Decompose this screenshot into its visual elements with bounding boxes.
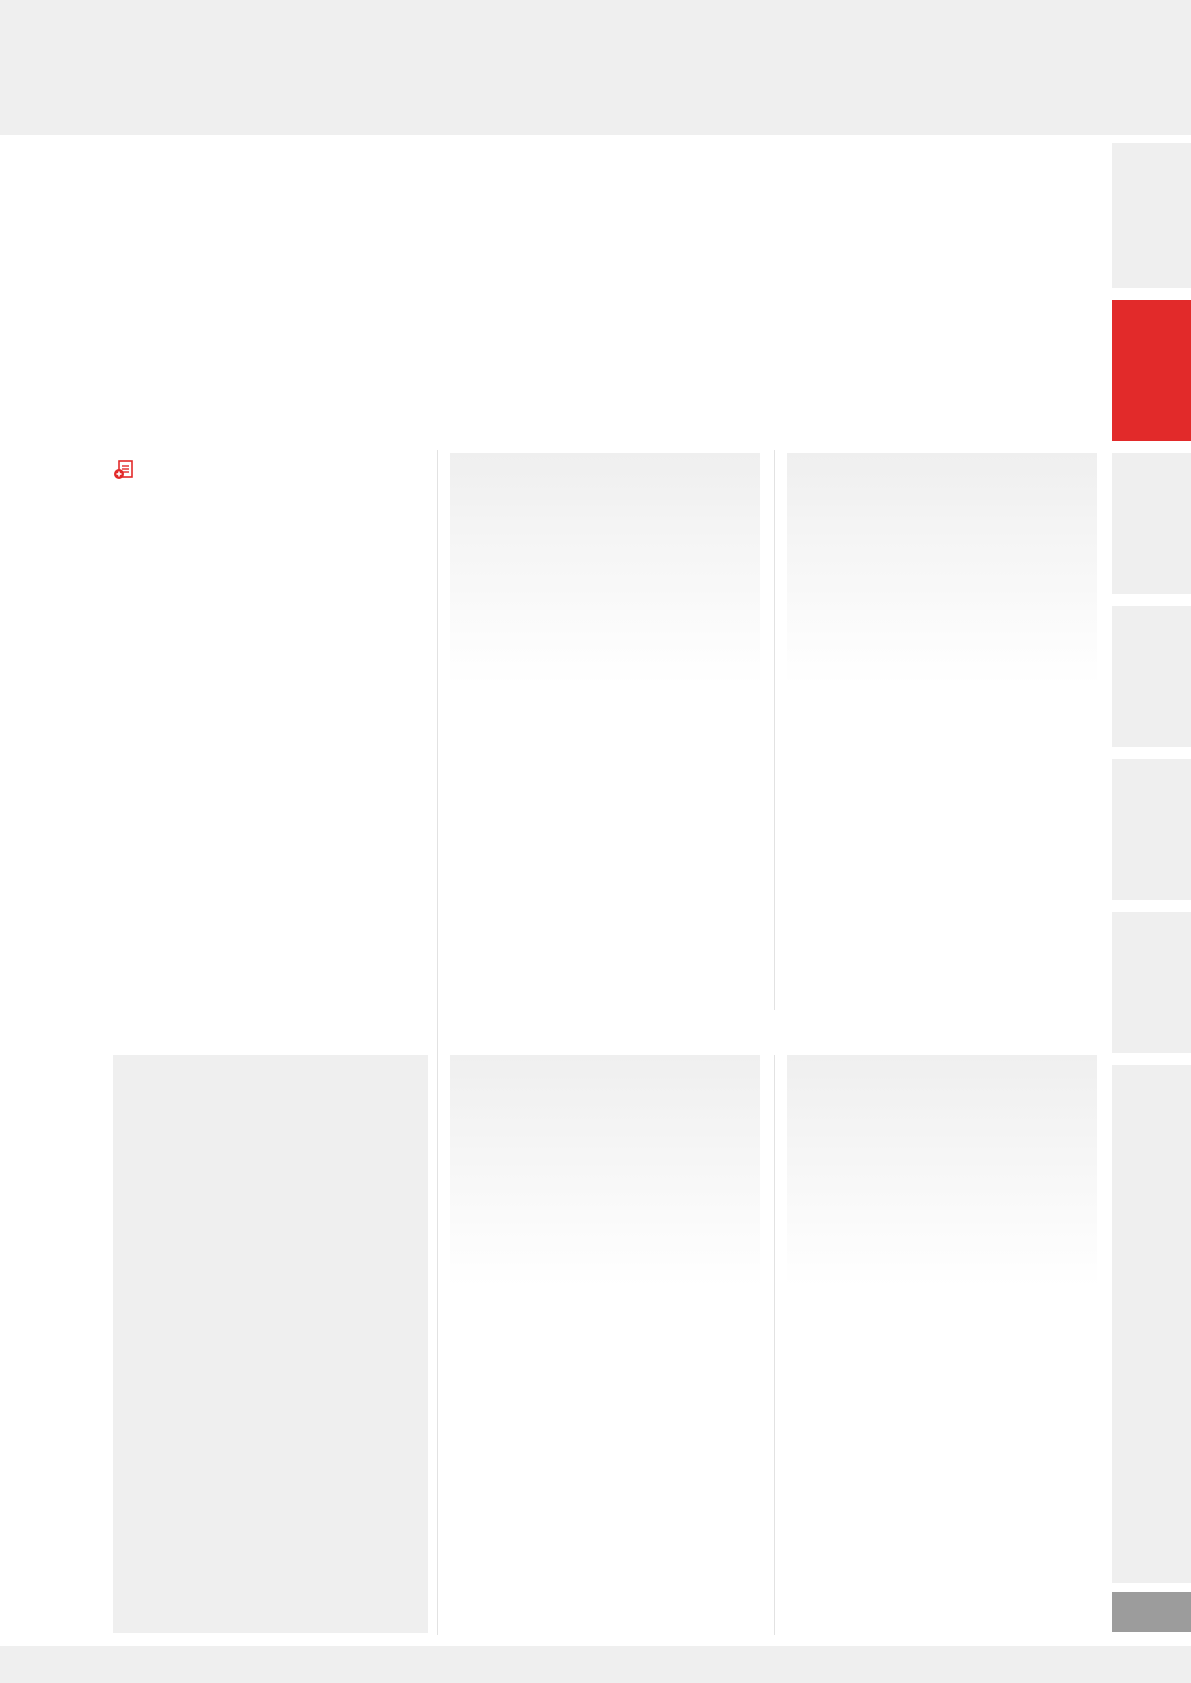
page-number <box>1112 1592 1191 1632</box>
tab-strategy-review[interactable] <box>1112 300 1191 441</box>
panel-dividend-per-share <box>787 1055 1097 1635</box>
panel-free-cash-flow <box>450 1055 760 1635</box>
tab-additional-information[interactable] <box>1112 912 1191 1053</box>
top-band <box>0 0 1191 135</box>
column-divider <box>437 450 438 1635</box>
changes-to-kpis-box <box>113 1055 428 1633</box>
tab-financials[interactable] <box>1112 759 1191 900</box>
tab-governance[interactable] <box>1112 606 1191 747</box>
column-divider <box>774 450 775 1010</box>
document-plus-icon <box>113 459 135 481</box>
panel-organic-service-revenue <box>450 453 760 1033</box>
tab-performance[interactable] <box>1112 453 1191 594</box>
financial-indicators-section <box>113 449 423 481</box>
more-link-financial-performance[interactable] <box>113 459 423 481</box>
tab-overview[interactable] <box>1112 143 1191 288</box>
tab-blank <box>1112 1065 1191 1583</box>
bottom-band <box>0 1646 1191 1683</box>
column-divider <box>774 1055 775 1635</box>
panel-adjusted-ebitda <box>787 453 1097 1033</box>
